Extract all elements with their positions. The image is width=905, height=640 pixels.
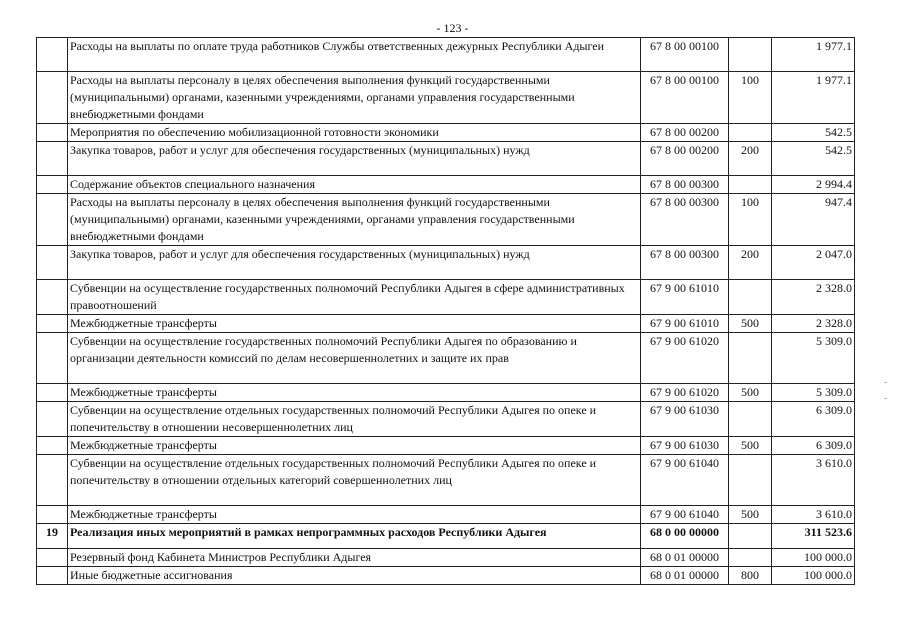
- expense-name: Субвенции на осуществление государственных полномочий Республики Адыгея по образованию и организации деятельности комиссий по делам несовершеннолетних и защите их прав: [68, 333, 641, 384]
- row-number: [37, 437, 68, 455]
- expense-name: Межбюджетные трансферты: [68, 315, 641, 333]
- expense-type-code: 500: [729, 384, 772, 402]
- expense-type-code: 500: [729, 506, 772, 524]
- amount: 1 977.1: [772, 72, 855, 124]
- target-code: 67 9 00 61040: [641, 455, 729, 506]
- amount: 947.4: [772, 194, 855, 246]
- table-row: [37, 38, 855, 72]
- row-number: [37, 280, 68, 315]
- expense-type-code: 500: [729, 437, 772, 455]
- table-row: [37, 402, 855, 437]
- target-code: 67 8 00 00200: [641, 124, 729, 142]
- row-number: [37, 194, 68, 246]
- expense-name: Субвенции на осуществление государственных полномочий Республики Адыгея в сфере административных правоотношений: [68, 280, 641, 315]
- target-code: 67 9 00 61010: [641, 280, 729, 315]
- amount: 2 047.0: [772, 246, 855, 280]
- row-number: [37, 72, 68, 124]
- table-row: [37, 567, 855, 585]
- margin-mark: [884, 382, 887, 383]
- row-number: [37, 384, 68, 402]
- table-row: [37, 384, 855, 402]
- target-code: 67 8 00 00300: [641, 246, 729, 280]
- table-row: [37, 280, 855, 315]
- margin-mark: [884, 398, 887, 399]
- target-code: 68 0 01 00000: [641, 567, 729, 585]
- amount: 3 610.0: [772, 506, 855, 524]
- row-number: [37, 246, 68, 280]
- table-row: [37, 333, 855, 384]
- expense-name: Расходы на выплаты по оплате труда работников Службы ответственных дежурных Республики Адыгеи: [68, 38, 641, 72]
- row-number: [37, 176, 68, 194]
- table-row: [37, 549, 855, 567]
- table-row: [37, 455, 855, 506]
- expense-name: Субвенции на осуществление отдельных государственных полномочий Республики Адыгея по опеке и попечительству в отношении отдельных категорий совершеннолетних лиц: [68, 455, 641, 506]
- table-row: [37, 124, 855, 142]
- amount: 542.5: [772, 142, 855, 176]
- expense-type-code: [729, 455, 772, 506]
- amount: 3 610.0: [772, 455, 855, 506]
- expense-name: Межбюджетные трансферты: [68, 506, 641, 524]
- target-code: 67 8 00 00100: [641, 72, 729, 124]
- amount: 100 000.0: [772, 567, 855, 585]
- target-code: 67 9 00 61030: [641, 437, 729, 455]
- expense-type-code: [729, 549, 772, 567]
- amount: 2 328.0: [772, 315, 855, 333]
- target-code: 67 8 00 00300: [641, 176, 729, 194]
- expense-name: Расходы на выплаты персоналу в целях обеспечения выполнения функций государственными (муниципальными) органами, казенными учреждениями, органами управления государственными внебюджетными фондами: [68, 72, 641, 124]
- expense-type-code: 200: [729, 142, 772, 176]
- expense-type-code: [729, 38, 772, 72]
- amount: 5 309.0: [772, 384, 855, 402]
- table-row: [37, 194, 855, 246]
- row-number: [37, 333, 68, 384]
- expense-type-code: [729, 280, 772, 315]
- expense-type-code: 500: [729, 315, 772, 333]
- expense-name: Мероприятия по обеспечению мобилизационной готовности экономики: [68, 124, 641, 142]
- target-code: 67 9 00 61010: [641, 315, 729, 333]
- table-row: [37, 72, 855, 124]
- target-code: 68 0 00 00000: [641, 524, 729, 549]
- row-number: [37, 38, 68, 72]
- table-row: [37, 315, 855, 333]
- target-code: 67 8 00 00300: [641, 194, 729, 246]
- row-number: [37, 549, 68, 567]
- target-code: 67 9 00 61020: [641, 384, 729, 402]
- row-number: [37, 315, 68, 333]
- expense-type-code: [729, 124, 772, 142]
- row-number: [37, 567, 68, 585]
- target-code: 67 9 00 61020: [641, 333, 729, 384]
- table-row: [37, 142, 855, 176]
- table-row: [37, 524, 855, 549]
- expense-name: Расходы на выплаты персоналу в целях обеспечения выполнения функций государственными (муниципальными) органами, казенными учреждениями, органами управления государственными внебюджетными фондами: [68, 194, 641, 246]
- expense-name: Субвенции на осуществление отдельных государственных полномочий Республики Адыгея по опеке и попечительству в отношении несовершеннолетних лиц: [68, 402, 641, 437]
- expense-name: Межбюджетные трансферты: [68, 437, 641, 455]
- amount: 100 000.0: [772, 549, 855, 567]
- table-row: [37, 437, 855, 455]
- expense-type-code: [729, 402, 772, 437]
- target-code: 67 8 00 00100: [641, 38, 729, 72]
- expense-type-code: [729, 176, 772, 194]
- amount: 2 328.0: [772, 280, 855, 315]
- expense-name: Закупка товаров, работ и услуг для обеспечения государственных (муниципальных) нужд: [68, 246, 641, 280]
- row-number: 19: [37, 524, 68, 549]
- amount: 2 994.4: [772, 176, 855, 194]
- target-code: 67 9 00 61030: [641, 402, 729, 437]
- expense-name: Резервный фонд Кабинета Министров Республики Адыгея: [68, 549, 641, 567]
- amount: 311 523.6: [772, 524, 855, 549]
- expense-type-code: 200: [729, 246, 772, 280]
- expense-type-code: 100: [729, 194, 772, 246]
- row-number: [37, 142, 68, 176]
- expense-name: Иные бюджетные ассигнования: [68, 567, 641, 585]
- expense-type-code: 100: [729, 72, 772, 124]
- expense-name: Реализация иных мероприятий в рамках непрограммных расходов Республики Адыгея: [68, 524, 641, 549]
- amount: 1 977.1: [772, 38, 855, 72]
- row-number: [37, 506, 68, 524]
- page-number: - 123 -: [436, 21, 469, 35]
- row-number: [37, 124, 68, 142]
- row-number: [37, 402, 68, 437]
- amount: 6 309.0: [772, 437, 855, 455]
- table-row: [37, 176, 855, 194]
- amount: 542.5: [772, 124, 855, 142]
- expense-type-code: [729, 333, 772, 384]
- table-row: [37, 246, 855, 280]
- amount: 5 309.0: [772, 333, 855, 384]
- expense-type-code: [729, 524, 772, 549]
- expense-name: Содержание объектов специального назначения: [68, 176, 641, 194]
- row-number: [37, 455, 68, 506]
- expense-name: Межбюджетные трансферты: [68, 384, 641, 402]
- amount: 6 309.0: [772, 402, 855, 437]
- expense-type-code: 800: [729, 567, 772, 585]
- budget-table: [36, 37, 855, 585]
- target-code: 67 9 00 61040: [641, 506, 729, 524]
- target-code: 68 0 01 00000: [641, 549, 729, 567]
- table-row: [37, 506, 855, 524]
- expense-name: Закупка товаров, работ и услуг для обеспечения государственных (муниципальных) нужд: [68, 142, 641, 176]
- target-code: 67 8 00 00200: [641, 142, 729, 176]
